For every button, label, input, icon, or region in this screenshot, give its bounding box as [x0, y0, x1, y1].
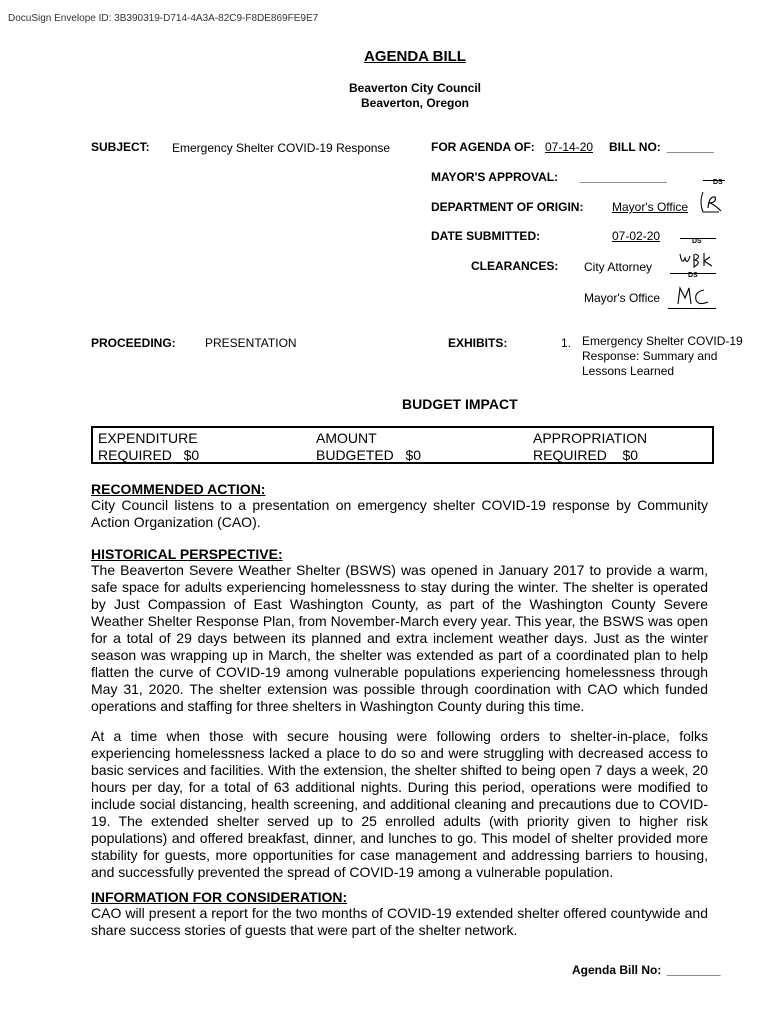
expenditure-title: EXPENDITURE [98, 430, 198, 446]
appropriation-value: $0 [622, 447, 639, 463]
bill-no-label: BILL NO: [609, 140, 661, 154]
ds-tag-3: DS [688, 272, 698, 279]
historical-perspective-heading: HISTORICAL PERSPECTIVE: [91, 546, 283, 562]
ds-tag-1: DS [713, 179, 723, 186]
exhibit-item: Emergency Shelter COVID-19 Response: Summary and Lessons Learned [582, 334, 743, 378]
initials-signature-3 [670, 282, 716, 310]
budget-expenditure-cell [98, 430, 199, 464]
expenditure-required: REQUIRED $0 [98, 447, 200, 463]
appropriation-required: REQUIRED $0 [533, 447, 639, 463]
mayors-approval-label: MAYOR'S APPROVAL: [431, 170, 559, 184]
council-name: Beaverton City Council [348, 81, 482, 95]
budget-impact-table [91, 426, 714, 464]
subject-label: SUBJECT: [91, 140, 150, 154]
recommended-action-heading: RECOMMENDED ACTION: [91, 481, 266, 497]
date-submitted-value: 07-02-20 [612, 229, 661, 243]
expenditure-value: $0 [183, 447, 200, 463]
department-value: Mayor's Office [612, 200, 689, 214]
exhibit-number: 1. [561, 336, 572, 350]
historical-paragraph-2: At a time when those with secure housing were following orders to shelter-in-place, folks experiencing homelessness lacked a place to do so and were struggling with decreased access to basic services and facilities. With the extension, the shelter shifted to being open 7 days a week, 20 hours per day, for a total of 63 additional nights. During this period, operations were modified to include social distancing, health screening, and additional cleaning and precautions due to COVID-19. The extended shelter served up to 25 enrolled adults (with priority given to higher risk populations) and offered breakfast, dinner, and lunches to go. This model of shelter provided more stability for guests, more opportunities for case management and addressing barriers to housing, and successfully prevented the spread of COVID-19 among a vulnerable population. [91, 728, 708, 880]
date-submitted-label: DATE SUBMITTED: [431, 229, 541, 243]
agenda-of-value: 07-14-20 [545, 140, 594, 154]
docusign-envelope-id: DocuSign Envelope ID: 3B390319-D714-4A3A-82C9-F8DE869FE9E7 [8, 13, 319, 24]
proceeding-label: PROCEEDING: [91, 336, 176, 350]
bill-no-value: _______ [667, 140, 714, 154]
budget-impact-heading: BUDGET IMPACT [402, 396, 518, 412]
appropriation-title: APPROPRIATION [533, 430, 648, 446]
footer-bill-no-label: Agenda Bill No: [572, 963, 662, 977]
ds-tag-2: DS [692, 238, 702, 245]
initials-signature-2 [676, 248, 721, 276]
amount-value: $0 [405, 447, 422, 463]
clearances-label: CLEARANCES: [471, 259, 559, 273]
proceeding-value: PRESENTATION [205, 336, 297, 350]
amount-title: AMOUNT [316, 430, 377, 446]
recommended-action-text: City Council listens to a presentation on emergency shelter COVID-19 response by Community Action Organization (CAO). [91, 497, 708, 530]
clearance-city-attorney: City Attorney [584, 260, 653, 274]
initials-signature-1 [697, 188, 727, 218]
historical-paragraph-1: The Beaverton Severe Weather Shelter (BSWS) was opened in January 2017 to provide a warm, safe space for adults experiencing homelessness to stay during the winter. The shelter is operated by Just Compassion of East Washington County, as part of the Washington County Severe Weather Shelter Response Plan, from November-March every year. This year, the BSWS was open for a total of 29 days between its planned and extra inclement weather days. Just as the winter season was wrapping up in March, the shelter was extended as part of a coordinated plan to help flatten the curve of COVID-19 among vulnerable populations experiencing homelessness through May 31, 2020. The shelter extension was possible through coordination with CAO which funded operations and staffing for three shelters in Washington County during this time. [91, 562, 708, 714]
mayors-approval-value: _____________ [580, 170, 667, 184]
information-text: CAO will present a report for the two months of COVID-19 extended shelter offered countywide and share success stories of guests that were part of the shelter network. [91, 905, 708, 938]
footer-bill-no-value: ________ [667, 963, 721, 977]
amount-budgeted: BUDGETED $0 [316, 447, 422, 463]
information-heading: INFORMATION FOR CONSIDERATION: [91, 889, 348, 905]
signature-line [668, 308, 716, 309]
page-title: AGENDA BILL [364, 48, 466, 65]
exhibits-label: EXHIBITS: [448, 336, 508, 350]
council-header [0, 81, 770, 111]
subject-value: Emergency Shelter COVID-19 Response [172, 141, 391, 155]
agenda-of-label: FOR AGENDA OF: [431, 140, 535, 154]
budget-amount-cell [316, 430, 421, 464]
clearance-mayors-office: Mayor's Office [584, 291, 661, 305]
budget-appropriation-cell [533, 430, 647, 464]
council-location: Beaverton, Oregon [360, 96, 470, 110]
department-label: DEPARTMENT OF ORIGIN: [431, 200, 584, 214]
